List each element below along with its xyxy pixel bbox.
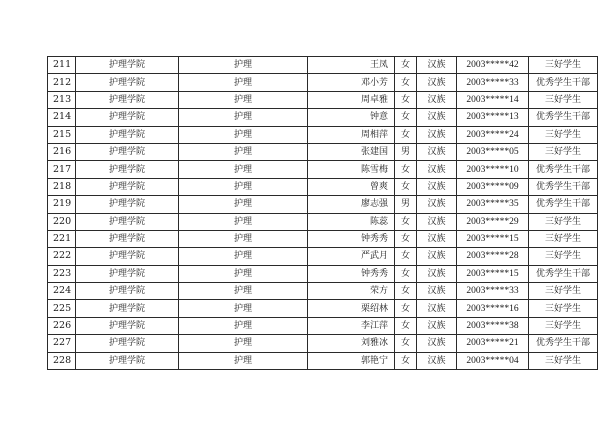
cell-gender: 女 xyxy=(395,352,417,369)
cell-award: 优秀学生干部 xyxy=(529,265,598,282)
cell-gender: 女 xyxy=(395,230,417,247)
cell-award: 优秀学生干部 xyxy=(529,335,598,352)
cell-college: 护理学院 xyxy=(76,161,179,178)
cell-student-id: 2003*****15 xyxy=(457,265,529,282)
cell-name: 张建国 xyxy=(308,143,395,160)
cell-number: 215 xyxy=(48,126,76,143)
cell-college: 护理学院 xyxy=(76,230,179,247)
cell-major: 护理 xyxy=(179,57,308,74)
cell-award: 三好学生 xyxy=(529,300,598,317)
cell-major: 护理 xyxy=(179,109,308,126)
cell-award: 三好学生 xyxy=(529,213,598,230)
cell-gender: 女 xyxy=(395,91,417,108)
cell-major: 护理 xyxy=(179,335,308,352)
cell-ethnicity: 汉族 xyxy=(417,126,457,143)
cell-ethnicity: 汉族 xyxy=(417,248,457,265)
cell-number: 221 xyxy=(48,230,76,247)
cell-student-id: 2003*****29 xyxy=(457,213,529,230)
table-row xyxy=(48,57,598,74)
cell-major: 护理 xyxy=(179,283,308,300)
cell-number: 219 xyxy=(48,196,76,213)
cell-ethnicity: 汉族 xyxy=(417,74,457,91)
table-row xyxy=(48,283,598,300)
cell-number: 218 xyxy=(48,178,76,195)
table-row xyxy=(48,196,598,213)
table-row xyxy=(48,352,598,369)
cell-award: 优秀学生干部 xyxy=(529,74,598,91)
cell-college: 护理学院 xyxy=(76,143,179,160)
cell-ethnicity: 汉族 xyxy=(417,109,457,126)
cell-ethnicity: 汉族 xyxy=(417,335,457,352)
cell-number: 217 xyxy=(48,161,76,178)
cell-name: 钟意 xyxy=(308,109,395,126)
cell-ethnicity: 汉族 xyxy=(417,57,457,74)
cell-ethnicity: 汉族 xyxy=(417,161,457,178)
cell-name: 钟秀秀 xyxy=(308,265,395,282)
cell-gender: 女 xyxy=(395,265,417,282)
cell-ethnicity: 汉族 xyxy=(417,143,457,160)
cell-number: 223 xyxy=(48,265,76,282)
cell-major: 护理 xyxy=(179,265,308,282)
cell-name: 廖志强 xyxy=(308,196,395,213)
cell-number: 225 xyxy=(48,300,76,317)
cell-college: 护理学院 xyxy=(76,248,179,265)
cell-name: 王凤 xyxy=(308,57,395,74)
cell-college: 护理学院 xyxy=(76,300,179,317)
cell-college: 护理学院 xyxy=(76,335,179,352)
cell-gender: 女 xyxy=(395,317,417,334)
cell-major: 护理 xyxy=(179,126,308,143)
cell-ethnicity: 汉族 xyxy=(417,178,457,195)
cell-ethnicity: 汉族 xyxy=(417,213,457,230)
cell-student-id: 2003*****13 xyxy=(457,109,529,126)
cell-award: 三好学生 xyxy=(529,283,598,300)
cell-number: 214 xyxy=(48,109,76,126)
cell-name: 周相萍 xyxy=(308,126,395,143)
cell-award: 三好学生 xyxy=(529,57,598,74)
cell-name: 郭艳宁 xyxy=(308,352,395,369)
cell-college: 护理学院 xyxy=(76,57,179,74)
cell-name: 荣方 xyxy=(308,283,395,300)
cell-award: 三好学生 xyxy=(529,230,598,247)
cell-number: 211 xyxy=(48,57,76,74)
table-row xyxy=(48,74,598,91)
cell-student-id: 2003*****16 xyxy=(457,300,529,317)
cell-award: 优秀学生干部 xyxy=(529,178,598,195)
cell-major: 护理 xyxy=(179,352,308,369)
cell-award: 优秀学生干部 xyxy=(529,109,598,126)
cell-gender: 男 xyxy=(395,196,417,213)
cell-name: 陈雪梅 xyxy=(308,161,395,178)
cell-award: 三好学生 xyxy=(529,143,598,160)
cell-gender: 女 xyxy=(395,300,417,317)
cell-major: 护理 xyxy=(179,317,308,334)
cell-ethnicity: 汉族 xyxy=(417,196,457,213)
cell-gender: 女 xyxy=(395,74,417,91)
cell-student-id: 2003*****33 xyxy=(457,283,529,300)
table-row xyxy=(48,91,598,108)
cell-award: 优秀学生干部 xyxy=(529,196,598,213)
cell-gender: 女 xyxy=(395,213,417,230)
cell-number: 220 xyxy=(48,213,76,230)
cell-college: 护理学院 xyxy=(76,91,179,108)
cell-college: 护理学院 xyxy=(76,213,179,230)
table-row xyxy=(48,300,598,317)
cell-student-id: 2003*****05 xyxy=(457,143,529,160)
cell-number: 213 xyxy=(48,91,76,108)
cell-award: 优秀学生干部 xyxy=(529,161,598,178)
cell-name: 栗绍林 xyxy=(308,300,395,317)
cell-ethnicity: 汉族 xyxy=(417,283,457,300)
cell-number: 227 xyxy=(48,335,76,352)
cell-name: 刘雅冰 xyxy=(308,335,395,352)
cell-award: 三好学生 xyxy=(529,248,598,265)
cell-major: 护理 xyxy=(179,230,308,247)
cell-student-id: 2003*****33 xyxy=(457,74,529,91)
table-row xyxy=(48,265,598,282)
table-row xyxy=(48,178,598,195)
cell-college: 护理学院 xyxy=(76,74,179,91)
cell-ethnicity: 汉族 xyxy=(417,91,457,108)
cell-gender: 女 xyxy=(395,57,417,74)
cell-major: 护理 xyxy=(179,248,308,265)
cell-student-id: 2003*****14 xyxy=(457,91,529,108)
cell-major: 护理 xyxy=(179,196,308,213)
cell-college: 护理学院 xyxy=(76,109,179,126)
cell-ethnicity: 汉族 xyxy=(417,317,457,334)
cell-name: 钟秀秀 xyxy=(308,230,395,247)
cell-ethnicity: 汉族 xyxy=(417,352,457,369)
cell-name: 周卓雅 xyxy=(308,91,395,108)
cell-major: 护理 xyxy=(179,178,308,195)
cell-college: 护理学院 xyxy=(76,178,179,195)
table-row xyxy=(48,335,598,352)
table-row xyxy=(48,161,598,178)
cell-gender: 女 xyxy=(395,126,417,143)
cell-number: 226 xyxy=(48,317,76,334)
cell-gender: 女 xyxy=(395,283,417,300)
cell-college: 护理学院 xyxy=(76,265,179,282)
cell-student-id: 2003*****38 xyxy=(457,317,529,334)
cell-number: 228 xyxy=(48,352,76,369)
award-list-table xyxy=(47,56,598,370)
cell-name: 曾爽 xyxy=(308,178,395,195)
cell-college: 护理学院 xyxy=(76,317,179,334)
table-row xyxy=(48,248,598,265)
cell-award: 三好学生 xyxy=(529,126,598,143)
cell-gender: 女 xyxy=(395,178,417,195)
cell-name: 邓小芳 xyxy=(308,74,395,91)
cell-ethnicity: 汉族 xyxy=(417,230,457,247)
cell-gender: 女 xyxy=(395,335,417,352)
cell-major: 护理 xyxy=(179,300,308,317)
cell-award: 三好学生 xyxy=(529,352,598,369)
cell-gender: 女 xyxy=(395,109,417,126)
cell-name: 李江萍 xyxy=(308,317,395,334)
cell-college: 护理学院 xyxy=(76,126,179,143)
cell-student-id: 2003*****15 xyxy=(457,230,529,247)
cell-award: 三好学生 xyxy=(529,317,598,334)
table-row xyxy=(48,213,598,230)
cell-number: 224 xyxy=(48,283,76,300)
cell-gender: 女 xyxy=(395,248,417,265)
table-row xyxy=(48,143,598,160)
cell-student-id: 2003*****10 xyxy=(457,161,529,178)
cell-student-id: 2003*****42 xyxy=(457,57,529,74)
cell-college: 护理学院 xyxy=(76,352,179,369)
cell-number: 222 xyxy=(48,248,76,265)
cell-college: 护理学院 xyxy=(76,196,179,213)
table-row xyxy=(48,230,598,247)
cell-student-id: 2003*****28 xyxy=(457,248,529,265)
cell-major: 护理 xyxy=(179,91,308,108)
cell-student-id: 2003*****09 xyxy=(457,178,529,195)
cell-student-id: 2003*****04 xyxy=(457,352,529,369)
cell-major: 护理 xyxy=(179,213,308,230)
cell-gender: 男 xyxy=(395,143,417,160)
cell-student-id: 2003*****35 xyxy=(457,196,529,213)
cell-ethnicity: 汉族 xyxy=(417,300,457,317)
cell-major: 护理 xyxy=(179,161,308,178)
cell-award: 三好学生 xyxy=(529,91,598,108)
cell-major: 护理 xyxy=(179,143,308,160)
cell-college: 护理学院 xyxy=(76,283,179,300)
cell-student-id: 2003*****24 xyxy=(457,126,529,143)
cell-name: 严武月 xyxy=(308,248,395,265)
table-row xyxy=(48,126,598,143)
table-row xyxy=(48,317,598,334)
cell-gender: 女 xyxy=(395,161,417,178)
cell-student-id: 2003*****21 xyxy=(457,335,529,352)
table-body xyxy=(48,57,598,370)
cell-number: 212 xyxy=(48,74,76,91)
cell-ethnicity: 汉族 xyxy=(417,265,457,282)
table-row xyxy=(48,109,598,126)
cell-number: 216 xyxy=(48,143,76,160)
cell-major: 护理 xyxy=(179,74,308,91)
cell-name: 陈蕊 xyxy=(308,213,395,230)
